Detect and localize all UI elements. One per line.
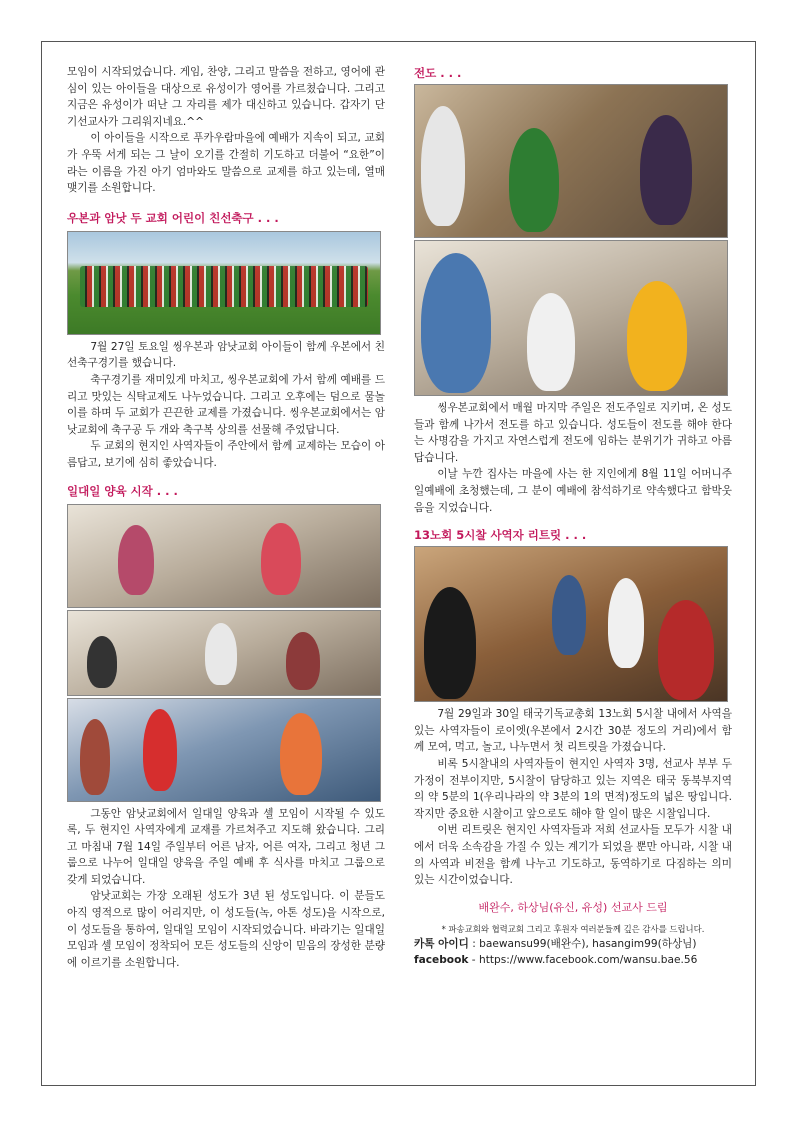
person-figure — [552, 575, 586, 655]
soccer-team-photo — [67, 231, 381, 335]
person-figure — [87, 636, 117, 688]
right-column — [414, 64, 732, 968]
facebook-label: facebook — [414, 953, 469, 966]
signature: 배완수, 하상님(유신, 유성) 선교사 드림 — [478, 900, 668, 914]
person-figure — [80, 719, 110, 795]
retreat-photo — [414, 546, 728, 702]
person-figure — [118, 525, 154, 595]
evangelism-photo-1 — [414, 84, 728, 238]
person-figure — [286, 632, 320, 690]
training-photo-collage — [67, 504, 385, 802]
thanks-note: * 파송교회와 협력교회 그리고 후원자 여러분들께 깊은 감사를 드립니다. — [441, 923, 705, 934]
person-figure — [261, 523, 301, 595]
training-paragraph-1: 그동안 암낫교회에서 일대일 양육과 셀 모임이 시작될 수 있도록, 두 현지인 사역자에게 교재를 가르쳐주고 지도해 왔습니다. 그리고 마침내 7월 14일 주일부터 어른 남자, 어른 여자, 그리고 청년 그룹으로 나누어 일대일 양육을 주일 예배 후 식사를 마치고 그룹으로 갖게 되었습니다. — [67, 807, 385, 886]
kakao-contact — [414, 936, 732, 952]
soccer-paragraph-2: 축구경기를 재미있게 마치고, 씽우본교회에 가서 함께 예배를 드리고 맛있는 식탁교제도 나누었습니다. 그리고 오후에는 덤으로 물놀이를 하며 두 교회가 끈끈한 교제를 가졌습니다. 씽우본교회에서는 암낫교회에 축구공 두 개와 축구복 상의를 선물해 주었답니다. — [67, 373, 385, 436]
person-figure — [509, 128, 559, 232]
evangelism-heading: 전도 . . . — [414, 66, 462, 80]
intro-paragraph-1: 모임이 시작되었습니다. 게임, 찬양, 그리고 말씀을 전하고, 영어에 관심이 있는 아이들을 대상으로 유성이가 영어를 가르쳤습니다. 그리고 지금은 유성이가 떠난 그 자리를 제가 대신하고 있습니다. 갑자기 단기선교사가 그리워지네요.^^ — [67, 66, 385, 128]
training-photo-1 — [67, 504, 381, 608]
retreat-heading: 13노회 5시찰 사역자 리트릿 . . . — [414, 528, 587, 543]
person-figure — [640, 115, 692, 225]
training-heading: 일대일 양육 시작 . . . — [67, 483, 178, 498]
soccer-paragraph-1: 7월 27일 토요일 씽우본과 암낫교회 아이들이 함께 우본에서 친선축구경기를 했습니다. — [67, 340, 385, 370]
training-paragraph-2: 암낫교회는 가장 오래된 성도가 3년 된 성도입니다. 이 분들도 아직 영적으로 많이 어리지만, 이 성도들(녹, 아톤 성도)을 시작으로, 이 성도들을 통하여, 일대일 모임이 시작되었습니다. 바라기는 일대일 모임과 셀 모임이 정착되어 모든 성도들의 신앙이 믿음의 장성한 분량에 이르기를 소원합니다. — [67, 890, 385, 969]
person-figure — [421, 106, 465, 226]
person-figure — [424, 587, 476, 699]
evangelism-photo-2 — [414, 240, 728, 396]
retreat-paragraph-1: 7월 29일과 30일 태국기독교총회 13노회 5시찰 내에서 사역을 있는 사역자들이 로이엣(우본에서 2시간 30분 정도의 거리)에서 함께 모여, 먹고, 놀고, 나누면서 첫 리트릿을 가졌습니다. — [414, 708, 732, 754]
soccer-heading: 우본과 암낫 두 교회 어린이 친선축구 . . . — [67, 210, 279, 225]
evangelism-paragraph-1: 씽우본교회에서 매월 마지막 주일은 전도주일로 지키며, 온 성도들과 함께 나가서 전도를 하고 있습니다. 성도들이 전도를 해야 한다는 사명감을 가지고 자연스럽게 전도에 임하는 분위기가 귀하고 아름답습니다. — [414, 402, 732, 464]
kakao-id: : baewansu99(배완수), hasangim99(하상님) — [468, 937, 697, 950]
person-figure — [658, 600, 714, 700]
person-figure — [527, 293, 575, 391]
team-group — [80, 266, 367, 307]
facebook-contact — [414, 952, 732, 968]
person-figure — [280, 713, 322, 795]
soccer-paragraph-3: 두 교회의 현지인 사역자들이 주안에서 함께 교제하는 모습이 아름답고, 보기에 심히 좋았습니다. — [67, 440, 385, 469]
retreat-paragraph-3: 이번 리트릿은 현지인 사역자들과 저희 선교사들 모두가 시찰 내에서 더욱 소속감을 가질 수 있는 계기가 되었을 뿐만 아니라, 시찰 내의 사역과 비전을 함께 나누고 기도하고, 동역하기로 다짐하는 의미 있는 시간이었습니다. — [414, 824, 732, 887]
training-photo-3 — [67, 698, 381, 802]
person-figure — [143, 709, 177, 791]
retreat-paragraph-2: 비록 5시찰내의 사역자들이 현지인 사역자 3명, 선교사 부부 두 가정이 전부이지만, 5시찰이 담당하고 있는 지역은 태국 동북부지역의 약 5분의 1(우리나라의 약 3분의 1의 면적)정도의 넓은 땅입니다. 작지만 중요한 시찰이고 앞으로도 해야 할 일이 많은 시찰입니다. — [414, 757, 732, 820]
evangelism-paragraph-2: 이날 누깐 집사는 마을에 사는 한 지인에게 8월 11일 어머니주일예배에 초청했는데, 그 분이 예배에 참석하기로 약속했다고 함박웃음을 지었습니다. — [414, 468, 732, 514]
left-column — [67, 64, 385, 971]
person-figure — [608, 578, 644, 668]
intro-paragraph-2: 이 아이들을 시작으로 푸카우람마을에 예배가 지속이 되고, 교회가 우뚝 서게 되는 그 날이 오기를 간절히 기도하고 더불어 “요한”이라는 이름을 가진 아기 엄마와도 말씀으로 교제를 하고 있는데, 열매 맺기를 소원합니다. — [67, 132, 385, 195]
training-photo-2 — [67, 610, 381, 696]
page-frame — [41, 41, 756, 1086]
person-figure — [421, 253, 491, 393]
person-figure — [205, 623, 237, 685]
person-figure — [627, 281, 687, 391]
facebook-link[interactable]: - https://www.facebook.com/wansu.bae.56 — [468, 953, 698, 966]
kakao-label: 카톡 아이디 — [414, 937, 469, 950]
